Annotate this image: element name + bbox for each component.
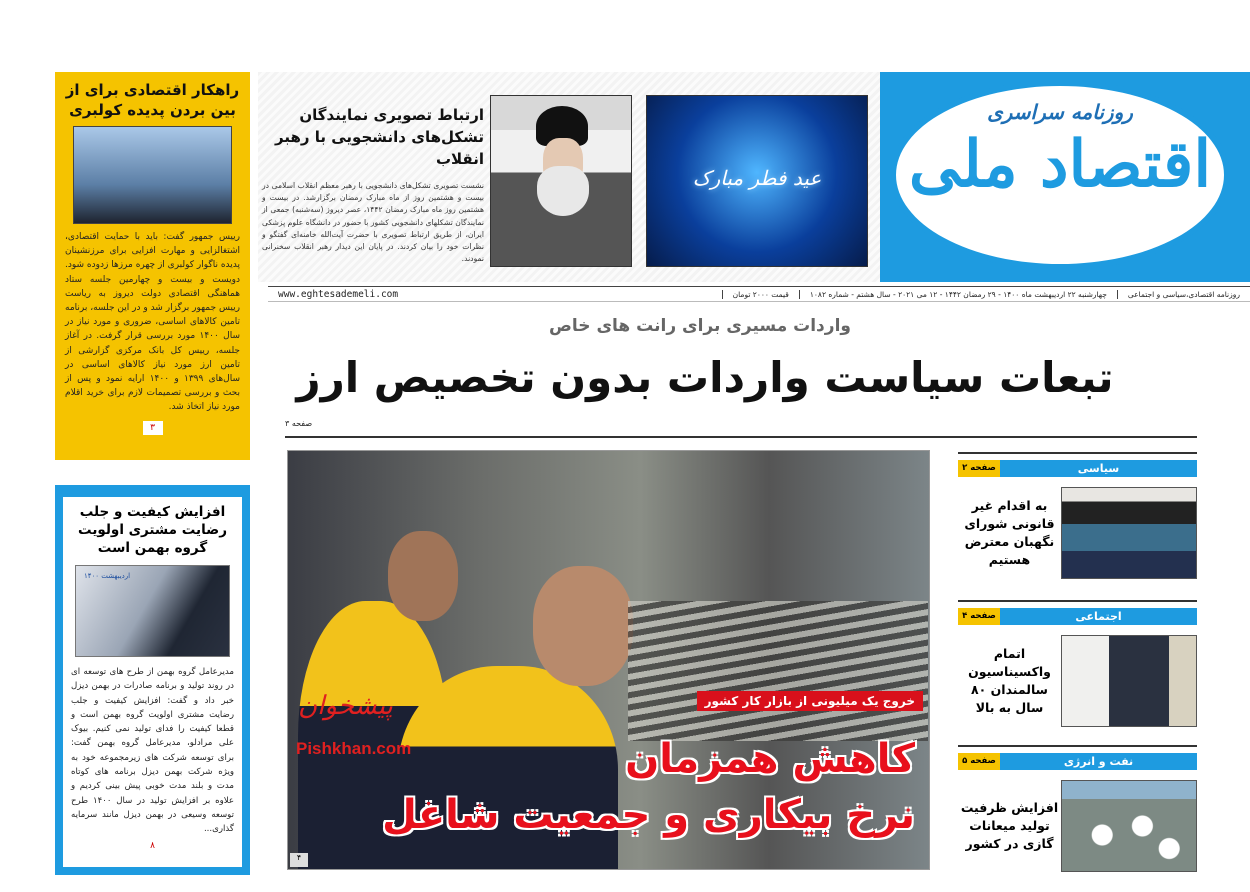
main-photo[interactable] <box>287 450 930 870</box>
yellow-story-box[interactable] <box>55 72 250 460</box>
president-photo <box>73 126 232 224</box>
section-politics[interactable] <box>958 452 1197 579</box>
top-story-title: ارتباط تصویری نمایندگان تشکل‌های دانشجویی با رهبر انقلاب <box>275 106 484 168</box>
section-social[interactable] <box>958 600 1197 727</box>
section-headline: افزایش ظرفیت تولید میعانات گازی در کشور <box>960 800 1059 851</box>
section-energy[interactable] <box>958 745 1197 872</box>
section-page: صفحه ۵ <box>958 753 1000 770</box>
section-photo <box>1061 487 1197 579</box>
issue-date: چهارشنبه ۲۲ اردیبهشت ماه ۱۴۰۰ - ۲۹ رمضان ۱۴۴۲ - ۱۲ می ۲۰۲۱ - سال هشتم - شماره ۱۰۸۲ <box>799 290 1117 299</box>
top-story-body: نشست تصویری تشکل‌های دانشجویی با رهبر معظم انقلاب اسلامی در بیست و هشتمین روز از ماه مبارک رمضان برگزارشد. در بیست و هشتمین روز ماه مبارک رمضان ۱۴۴۲، عصر دیروز (سه‌شنبه) جمعی از نمایندگان تشکلهای دانشجویی کشور با حضور در دانشگاه علوم پزشکی ایران، از طریق ارتباط تصویری با حضرت آیت‌الله خامنه‌ای گفتگو و نظرات خود را بیان کردند. در پایان این دیدار رهبر انقلاب سخنرانی نمودند. <box>262 181 484 264</box>
section-page: صفحه ۲ <box>958 460 1000 477</box>
yellow-story-title: راهکار اقتصادی برای از بین بردن پدیده کولبری <box>65 81 240 119</box>
paper-type: روزنامه اقتصادی،سیاسی و اجتماعی <box>1117 290 1250 299</box>
section-page: صفحه ۴ <box>958 608 1000 625</box>
blue-story-box[interactable] <box>55 485 250 875</box>
blue-story-body: مدیرعامل گروه بهمن از طرح های توسعه ای در روند تولید و برنامه صادرات در بهمن دیزل خبر داد و گفت: افزایش کیفیت و جلب رضایت مشتری اولویت گروه بهمن است و قطعا کیفیت را فدای تولید نمی کنیم. بیوک علی مرادلو، مدیرعامل گروه بهمن گفت: برای توسعه شرکت های زیرمجموعه خود به ویژه شرکت بهمن دیزل برنامه های کوتاه مدت و بلند مدت خوبی پیش بینی کردیم و علاوه بر افزایش تولید در سال ۱۴۰۰ طرح توسعه وسیعی در بهمن دیزل مانند سرمایه گذاری... <box>71 667 234 835</box>
masthead <box>258 72 1250 282</box>
newspaper-logo[interactable] <box>880 72 1250 282</box>
eid-greeting-image <box>646 95 868 267</box>
yellow-story-page: ۳ <box>143 421 163 435</box>
logo-name: اقتصاد ملی <box>908 127 1212 202</box>
photo-page-num: ۴ <box>290 853 308 867</box>
photo-headline <box>382 731 915 843</box>
divider <box>285 436 1197 438</box>
blue-story-title: افزایش کیفیت و جلب رضایت مشتری اولویت گروه بهمن است <box>78 504 227 556</box>
leader-photo <box>490 95 632 267</box>
ceo-photo <box>75 565 230 657</box>
photo-headline-line2: نرخ بیکاری و جمعیت شاغل <box>382 792 915 838</box>
website-link[interactable]: www.eghtesademeli.com <box>278 288 399 300</box>
section-category: سیاسی <box>1000 460 1197 477</box>
blue-story-page: ۸ <box>143 839 163 853</box>
section-category: اجتماعی <box>1000 608 1197 625</box>
top-story[interactable] <box>262 104 484 265</box>
photo-kicker: خروج یک میلیونی از بازار کار کشور <box>697 691 923 711</box>
info-bar <box>268 286 1250 302</box>
section-headline: اتمام واکسیناسیون سالمندان ۸۰ سال به بالا <box>968 646 1051 715</box>
section-photo <box>1061 635 1197 727</box>
yellow-story-body: رییس جمهور گفت: باید با حمایت اقتصادی، اشتغالزایی و مهارت افزایی برای مرزنشینان پدیده ناگوار کولبری از چهره مرزها زدوده شود. دویست و بیست و چهارمین جلسه ستاد هماهنگی اقتصادی دولت دیروز به ریاست رییس جمهور برگزار شد و در این جلسه، برنامه تامین کالاهای اساسی، ضروری و مورد نیاز در سال ۱۴۰۰ مورد بررسی قرار گرفت. در آغاز جلسه، رییس کل بانک مرکزی گزارشی از تامین ارز مورد نیاز کالاهای اساسی در سال‌های ۱۳۹۹ و ۱۴۰۰ ارایه نمود و پس از بحث و بررسی تصمیمات لازم برای خرید اقلام مورد نیاز اتخاذ شد. <box>65 232 240 413</box>
lead-page-ref: صفحه ۳ <box>285 419 313 428</box>
photo-caption: اردیبهشت ۱۴۰۰ <box>84 572 131 580</box>
section-category: نفت و انرژی <box>1000 753 1197 770</box>
eid-text: عید فطر مبارک <box>692 166 822 190</box>
lead-headline[interactable]: تبعات سیاست واردات بدون تخصیص ارز <box>296 353 1114 402</box>
section-photo <box>1061 780 1197 872</box>
watermark-logo: پیشخوان <box>298 691 393 721</box>
photo-headline-line1: کاهش همزمان <box>625 736 915 782</box>
section-headline: به اقدام غیر قانونی شورای نگهبان معترض هستیم <box>964 498 1055 567</box>
watermark-url: Pishkhan.com <box>296 739 412 758</box>
lead-subtitle: واردات مسیری برای رانت های خاص <box>549 316 851 336</box>
logo-tagline: روزنامه سراسری <box>987 100 1133 124</box>
price: قیمت ۲۰۰۰ تومان <box>722 290 799 299</box>
